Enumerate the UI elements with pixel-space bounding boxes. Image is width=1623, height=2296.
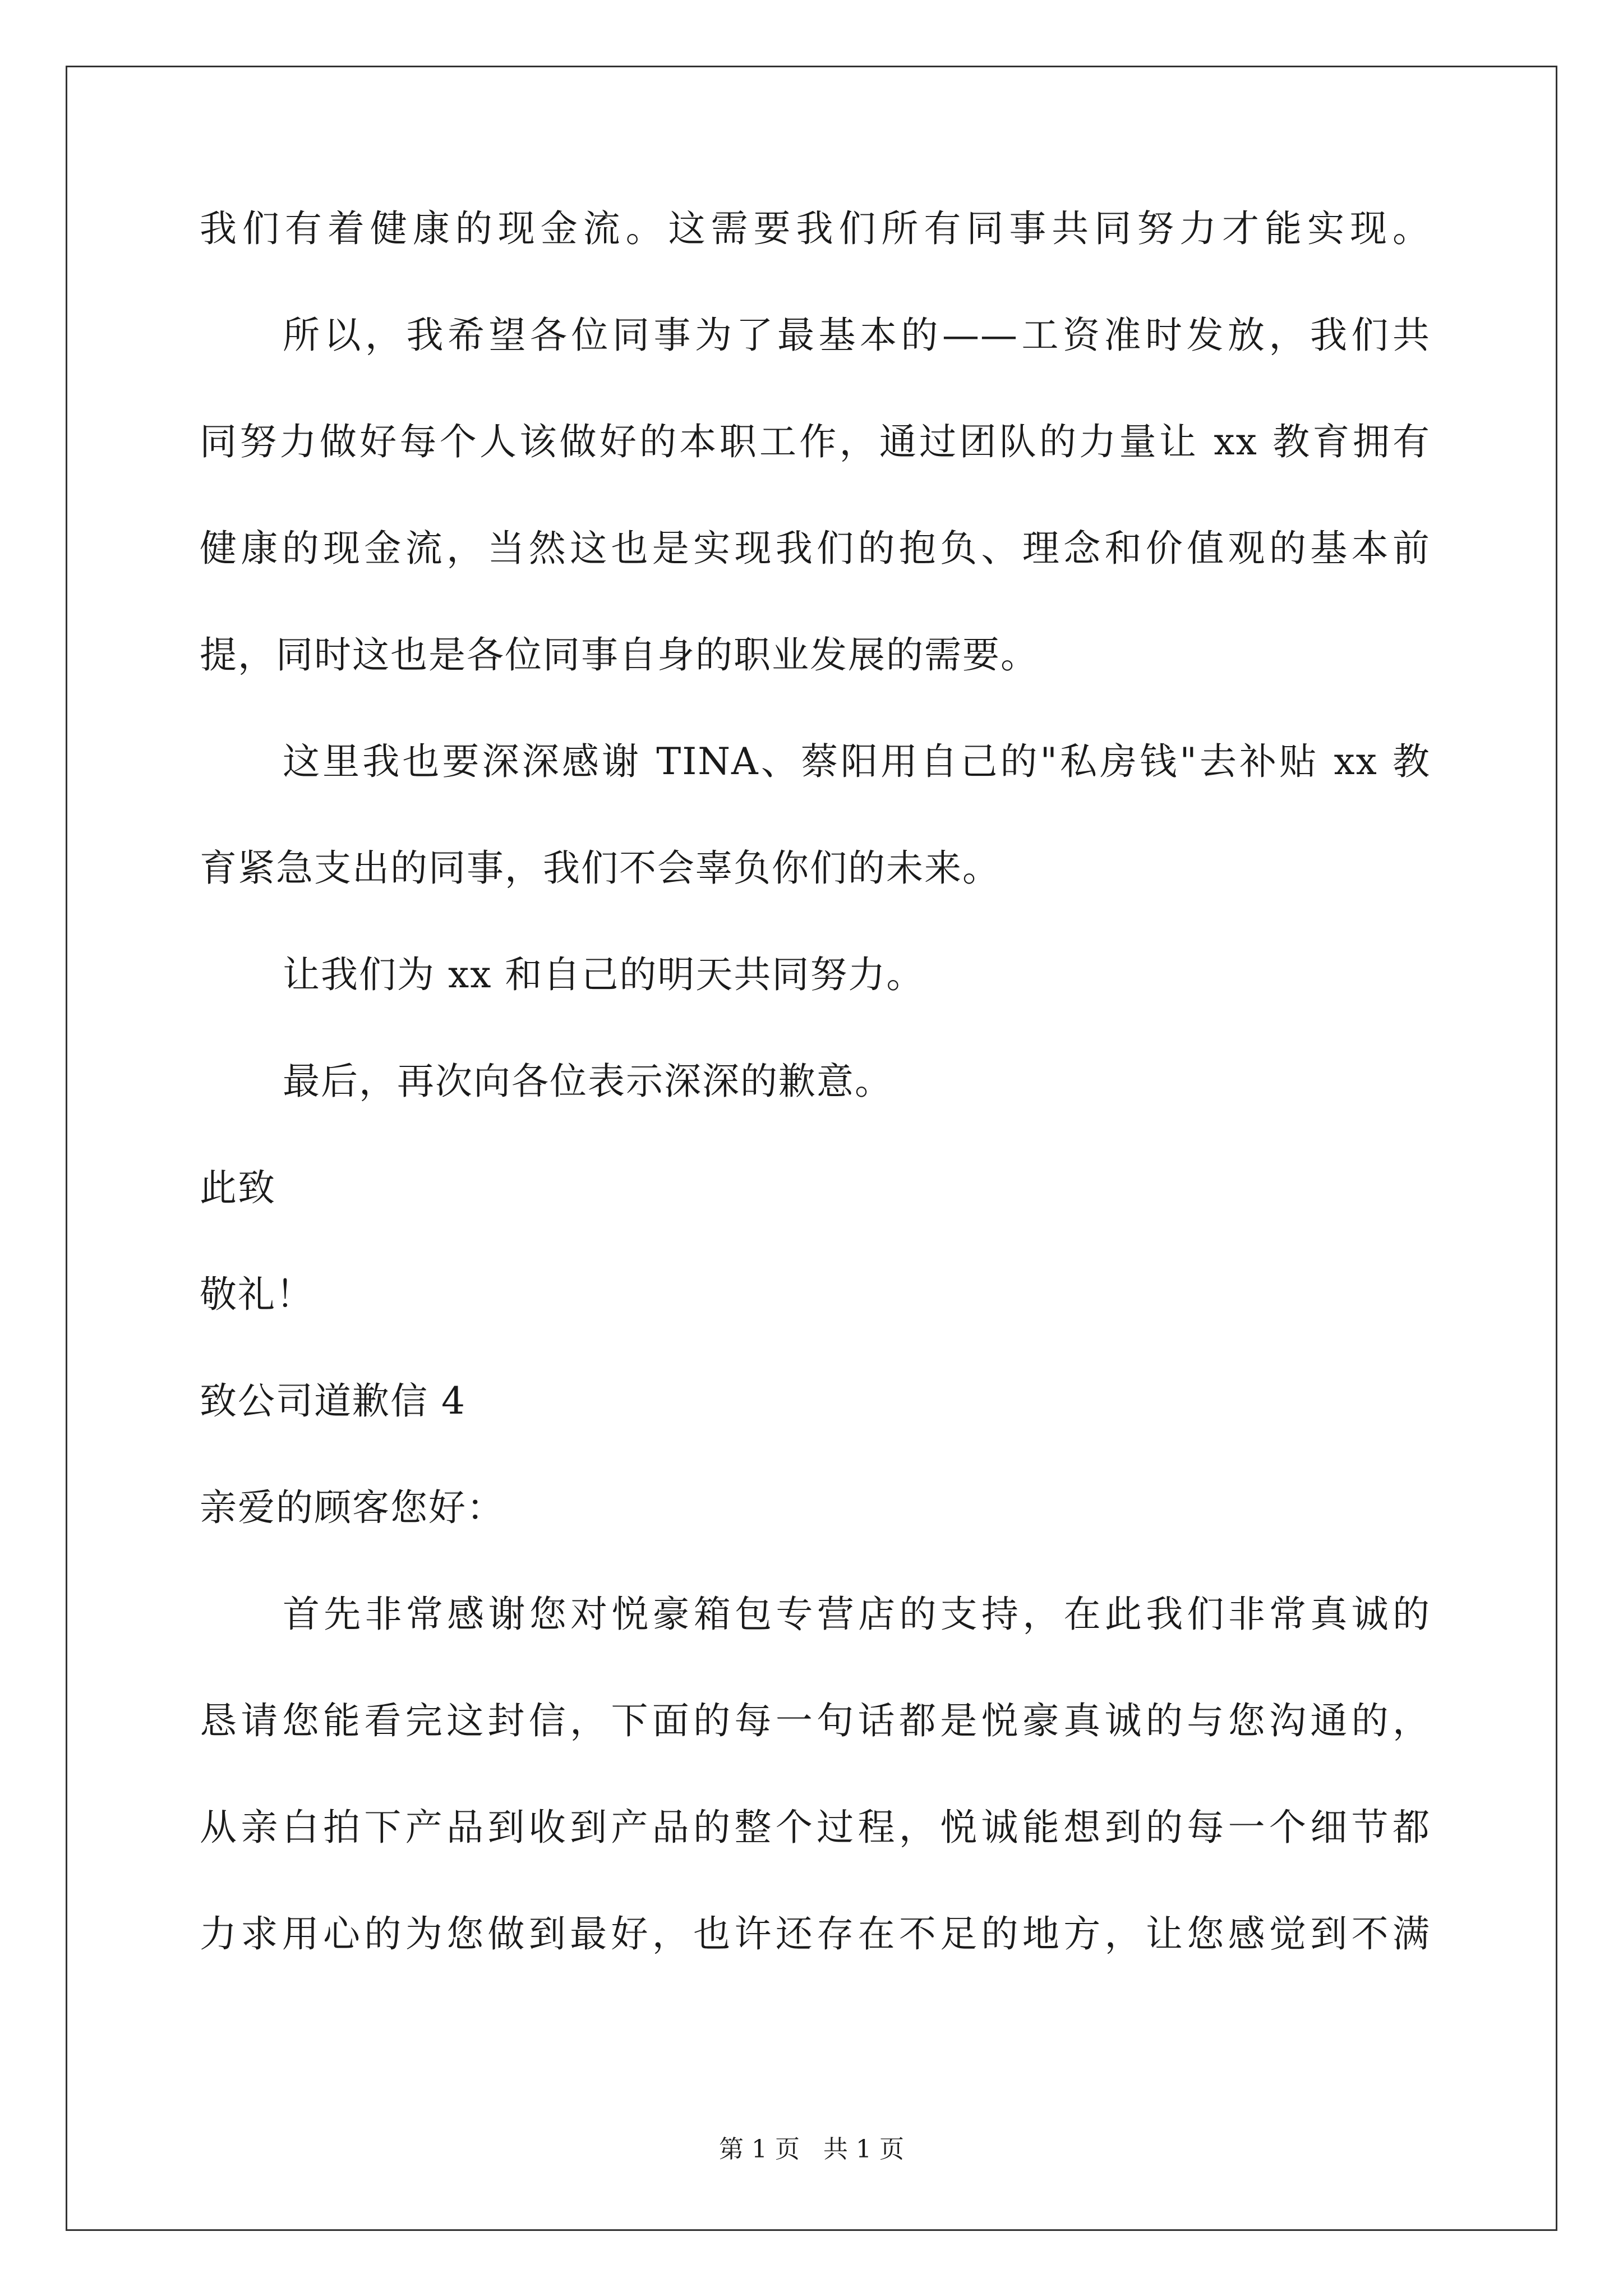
closing-regards: 敬礼！ bbox=[200, 1273, 314, 1316]
text-line: 力求用心的为您做到最好，也许还存在不足的地方，让您感觉到不满 bbox=[200, 1912, 1431, 1955]
text-line: 首先非常感谢您对悦豪箱包专营店的支持，在此我们非常真诚的 bbox=[283, 1593, 1431, 1636]
text-line: 我们有着健康的现金流。这需要我们所有同事共同努力才能实现。 bbox=[200, 207, 1431, 250]
letter-greeting: 亲爱的顾客您好： bbox=[200, 1486, 505, 1529]
text-line: 所以，我希望各位同事为了最基本的——工资准时发放，我们共 bbox=[283, 314, 1431, 357]
text-line: 提，同时这也是各位同事自身的职业发展的需要。 bbox=[200, 633, 1039, 677]
text-line: 从亲白拍下产品到收到产品的整个过程，悦诚能想到的每一个细节都 bbox=[200, 1806, 1431, 1849]
text-line: 同努力做好每个人该做好的本职工作，通过团队的力量让 xx 教育拥有 bbox=[200, 420, 1431, 463]
text-line: 恳请您能看完这封信，下面的每一句话都是悦豪真诚的与您沟通的， bbox=[200, 1699, 1431, 1742]
page-footer: 第 1 页 共 1 页 bbox=[719, 2135, 904, 2164]
text-line: 育紧急支出的同事，我们不会辜负你们的未来。 bbox=[200, 846, 1000, 890]
text-line: 最后，再次向各位表示深深的歉意。 bbox=[283, 1060, 893, 1103]
section-heading: 致公司道歉信 4 bbox=[200, 1379, 466, 1423]
text-line: 让我们为 xx 和自己的明天共同努力。 bbox=[283, 953, 925, 996]
closing-salutation: 此致 bbox=[200, 1166, 276, 1209]
text-line: 这里我也要深深感谢 TINA、蔡阳用自己的"私房钱"去补贴 xx 教 bbox=[283, 740, 1431, 783]
text-line: 健康的现金流，当然这也是实现我们的抱负、理念和价值观的基本前 bbox=[200, 527, 1431, 570]
